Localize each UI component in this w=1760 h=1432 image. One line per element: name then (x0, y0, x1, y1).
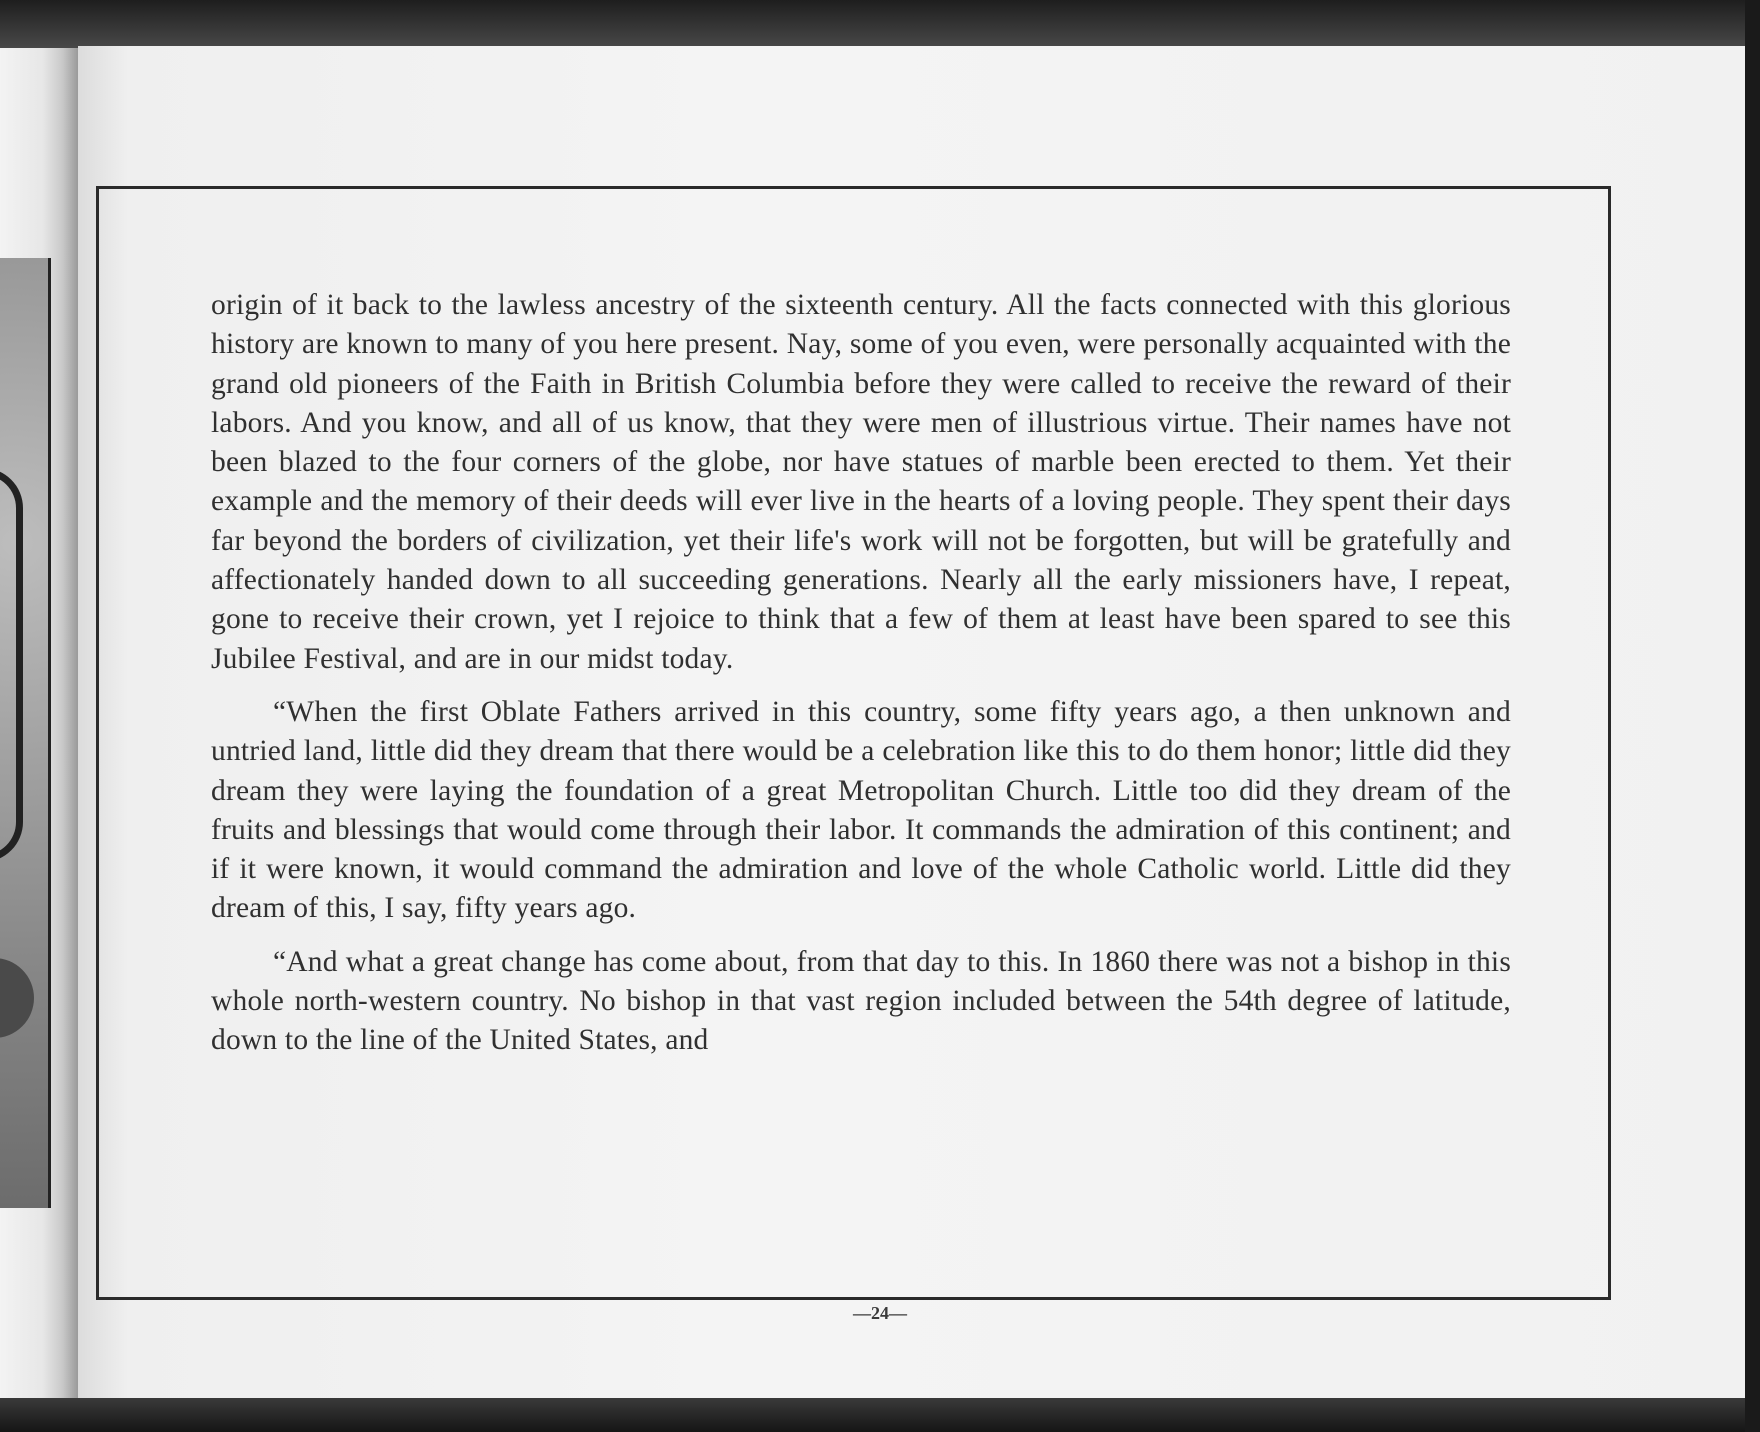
facing-page-illustration (0, 258, 51, 1208)
page-number: —24— (853, 1303, 907, 1323)
paragraph-1: origin of it back to the lawless ancestry of the sixteenth century. All the facts connected with this glorious history are known to many of you here present. Nay, some of you even, were personally acquainted with the grand old pioneers of the Faith in British Columbia before they were called to receive the reward of their labors. And you know, and all of us know, that they were men of illustrious virtue. Their names have not been blazed to the four corners of the globe, nor have statues of marble been erected to them. Yet their example and the memory of their deeds will ever live in the hearts of a loving people. They spent their days far beyond the borders of civilization, yet their life's work will not be forgotten, but will be gratefully and affectionately handed down to all succeeding generations. Nearly all the early missioners have, I repeat, gone to receive their crown, yet I rejoice to think that a few of them at least have been spared to see this Jubilee Festival, and are in our midst today. (211, 289, 1511, 675)
illustration-scroll-curl (0, 468, 23, 862)
illustration-leaf (0, 958, 34, 1038)
paragraph-3: “And what a great change has come about, from that day to this. In 1860 there was not a bishop in this whole north-western country. No bishop in that vast region included between the 54th degree of latitude, down to the line of the United States, and (211, 945, 1511, 1057)
scan-top-edge (0, 0, 1760, 50)
paragraph-2: “When the first Oblate Fathers arrived in this country, some fifty years ago, a then unknown and untried land, little did they dream that there would be a celebration like this to do them honor; little did they dream they were laying the foundation of a great Metropolitan Church. Little too did they dream of the fruits and blessings that would come through their labor. It commands the admiration of this continent; and if it were known, it would command the admiration and love of the whole Catholic world. Little did they dream of this, I say, fifty years ago. (211, 695, 1511, 925)
scan-bottom-edge (0, 1398, 1760, 1432)
body-text (211, 286, 1511, 1075)
scan-right-edge (1745, 0, 1760, 1432)
